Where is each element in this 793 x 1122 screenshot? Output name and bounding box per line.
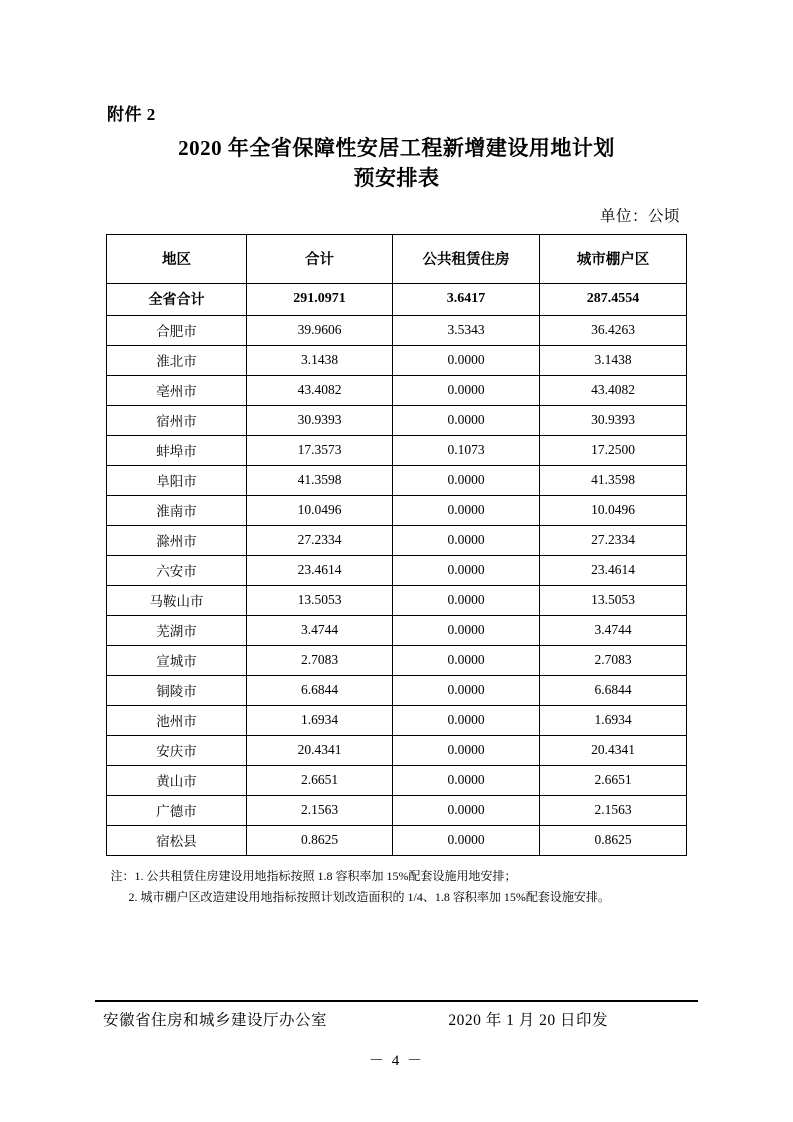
note-line-2: 2. 城市棚户区改造建设用地指标按照计划改造面积的 1/4、1.8 容积率加 15%配套设施安排。 xyxy=(128,889,610,904)
cell-shanty: 27.2334 xyxy=(540,525,687,555)
row-label: 阜阳市 xyxy=(107,465,247,495)
cell-shanty: 2.7083 xyxy=(540,645,687,675)
cell-public-rental: 0.0000 xyxy=(393,495,540,525)
table-row xyxy=(107,585,687,615)
row-label: 广德市 xyxy=(107,795,247,825)
cell-shanty: 2.1563 xyxy=(540,795,687,825)
table-row xyxy=(107,765,687,795)
cell-shanty: 10.0496 xyxy=(540,495,687,525)
table-row xyxy=(107,615,687,645)
cell-public-rental: 0.0000 xyxy=(393,825,540,855)
footer-office: 安徽省住房和城乡建设厅办公室 xyxy=(103,1012,328,1029)
column-header-public-rental-housing: 公共租赁住房 xyxy=(393,234,540,283)
row-label: 宣城市 xyxy=(107,645,247,675)
cell-public-rental: 0.0000 xyxy=(393,555,540,585)
table-row xyxy=(107,465,687,495)
cell-shanty: 23.4614 xyxy=(540,555,687,585)
cell-public-rental: 0.0000 xyxy=(393,795,540,825)
cell-total: 39.9606 xyxy=(247,315,393,345)
footer-row xyxy=(95,1008,698,1030)
row-label: 淮南市 xyxy=(107,495,247,525)
cell-shanty: 3.4744 xyxy=(540,615,687,645)
cell-shanty: 30.9393 xyxy=(540,405,687,435)
cell-public-rental: 0.0000 xyxy=(393,585,540,615)
cell-shanty: 287.4554 xyxy=(540,283,687,315)
cell-public-rental: 0.0000 xyxy=(393,765,540,795)
column-header-urban-shanty-areas: 城市棚户区 xyxy=(540,234,687,283)
cell-shanty: 6.6844 xyxy=(540,675,687,705)
cell-total: 291.0971 xyxy=(247,283,393,315)
footer-divider xyxy=(95,1000,698,1002)
cell-shanty: 13.5053 xyxy=(540,585,687,615)
land-plan-table xyxy=(106,234,687,856)
cell-public-rental: 0.1073 xyxy=(393,435,540,465)
cell-shanty: 41.3598 xyxy=(540,465,687,495)
cell-public-rental: 0.0000 xyxy=(393,525,540,555)
cell-total: 20.4341 xyxy=(247,735,393,765)
cell-shanty: 2.6651 xyxy=(540,765,687,795)
cell-shanty: 20.4341 xyxy=(540,735,687,765)
page-title xyxy=(95,133,698,194)
cell-public-rental: 0.0000 xyxy=(393,735,540,765)
cell-public-rental: 0.0000 xyxy=(393,645,540,675)
cell-total: 43.4082 xyxy=(247,375,393,405)
table-row xyxy=(107,435,687,465)
cell-public-rental: 3.6417 xyxy=(393,283,540,315)
table-row xyxy=(107,555,687,585)
cell-total: 0.8625 xyxy=(247,825,393,855)
table-row xyxy=(107,375,687,405)
cell-total: 1.6934 xyxy=(247,705,393,735)
table-row-total xyxy=(107,283,687,315)
table-notes xyxy=(107,866,687,908)
table-row xyxy=(107,495,687,525)
note-line-1: 注：1. 公共租赁住房建设用地指标按照 1.8 容积率加 15%配套设施用地安排； xyxy=(110,868,517,883)
page-title-line2: 预安排表 xyxy=(353,166,440,191)
table-row xyxy=(107,645,687,675)
page-number: － 4 － xyxy=(368,1053,424,1069)
table-header-row xyxy=(107,234,687,283)
row-label: 亳州市 xyxy=(107,375,247,405)
table-row xyxy=(107,795,687,825)
cell-total: 6.6844 xyxy=(247,675,393,705)
cell-total: 2.6651 xyxy=(247,765,393,795)
cell-public-rental: 3.5343 xyxy=(393,315,540,345)
cell-public-rental: 0.0000 xyxy=(393,705,540,735)
footer-date: 2020 年 1 月 20 日印发 xyxy=(448,1012,608,1029)
cell-total: 2.7083 xyxy=(247,645,393,675)
cell-total: 27.2334 xyxy=(247,525,393,555)
table-row xyxy=(107,705,687,735)
row-label: 马鞍山市 xyxy=(107,585,247,615)
cell-total: 23.4614 xyxy=(247,555,393,585)
page-title-line1: 2020 年全省保障性安居工程新增建设用地计划 xyxy=(178,136,615,160)
cell-total: 30.9393 xyxy=(247,405,393,435)
cell-public-rental: 0.0000 xyxy=(393,405,540,435)
row-label: 黄山市 xyxy=(107,765,247,795)
table-row xyxy=(107,675,687,705)
cell-public-rental: 0.0000 xyxy=(393,345,540,375)
row-label: 合肥市 xyxy=(107,315,247,345)
row-label: 蚌埠市 xyxy=(107,435,247,465)
row-label: 六安市 xyxy=(107,555,247,585)
column-header-region: 地区 xyxy=(107,234,247,283)
row-label: 宿州市 xyxy=(107,405,247,435)
table-row xyxy=(107,735,687,765)
cell-total: 2.1563 xyxy=(247,795,393,825)
cell-public-rental: 0.0000 xyxy=(393,675,540,705)
row-label: 芜湖市 xyxy=(107,615,247,645)
cell-total: 10.0496 xyxy=(247,495,393,525)
unit-note: 单位：公顷 xyxy=(599,207,680,225)
page-footer xyxy=(95,1000,698,1030)
table-row xyxy=(107,315,687,345)
row-label: 宿松县 xyxy=(107,825,247,855)
column-header-total: 合计 xyxy=(247,234,393,283)
table-row xyxy=(107,405,687,435)
row-label: 安庆市 xyxy=(107,735,247,765)
table-header xyxy=(107,234,687,283)
cell-public-rental: 0.0000 xyxy=(393,465,540,495)
table-body xyxy=(107,283,687,855)
cell-total: 41.3598 xyxy=(247,465,393,495)
cell-shanty: 3.1438 xyxy=(540,345,687,375)
cell-shanty: 1.6934 xyxy=(540,705,687,735)
table-row xyxy=(107,525,687,555)
cell-shanty: 17.2500 xyxy=(540,435,687,465)
row-label: 淮北市 xyxy=(107,345,247,375)
cell-total: 17.3573 xyxy=(247,435,393,465)
cell-shanty: 36.4263 xyxy=(540,315,687,345)
row-label: 铜陵市 xyxy=(107,675,247,705)
row-label: 池州市 xyxy=(107,705,247,735)
row-label: 全省合计 xyxy=(107,283,247,315)
cell-public-rental: 0.0000 xyxy=(393,375,540,405)
cell-shanty: 43.4082 xyxy=(540,375,687,405)
table-row xyxy=(107,345,687,375)
cell-total: 13.5053 xyxy=(247,585,393,615)
attachment-label: 附件 2 xyxy=(107,105,156,124)
cell-total: 3.1438 xyxy=(247,345,393,375)
cell-total: 3.4744 xyxy=(247,615,393,645)
cell-shanty: 0.8625 xyxy=(540,825,687,855)
row-label: 滁州市 xyxy=(107,525,247,555)
table-row xyxy=(107,825,687,855)
cell-public-rental: 0.0000 xyxy=(393,615,540,645)
